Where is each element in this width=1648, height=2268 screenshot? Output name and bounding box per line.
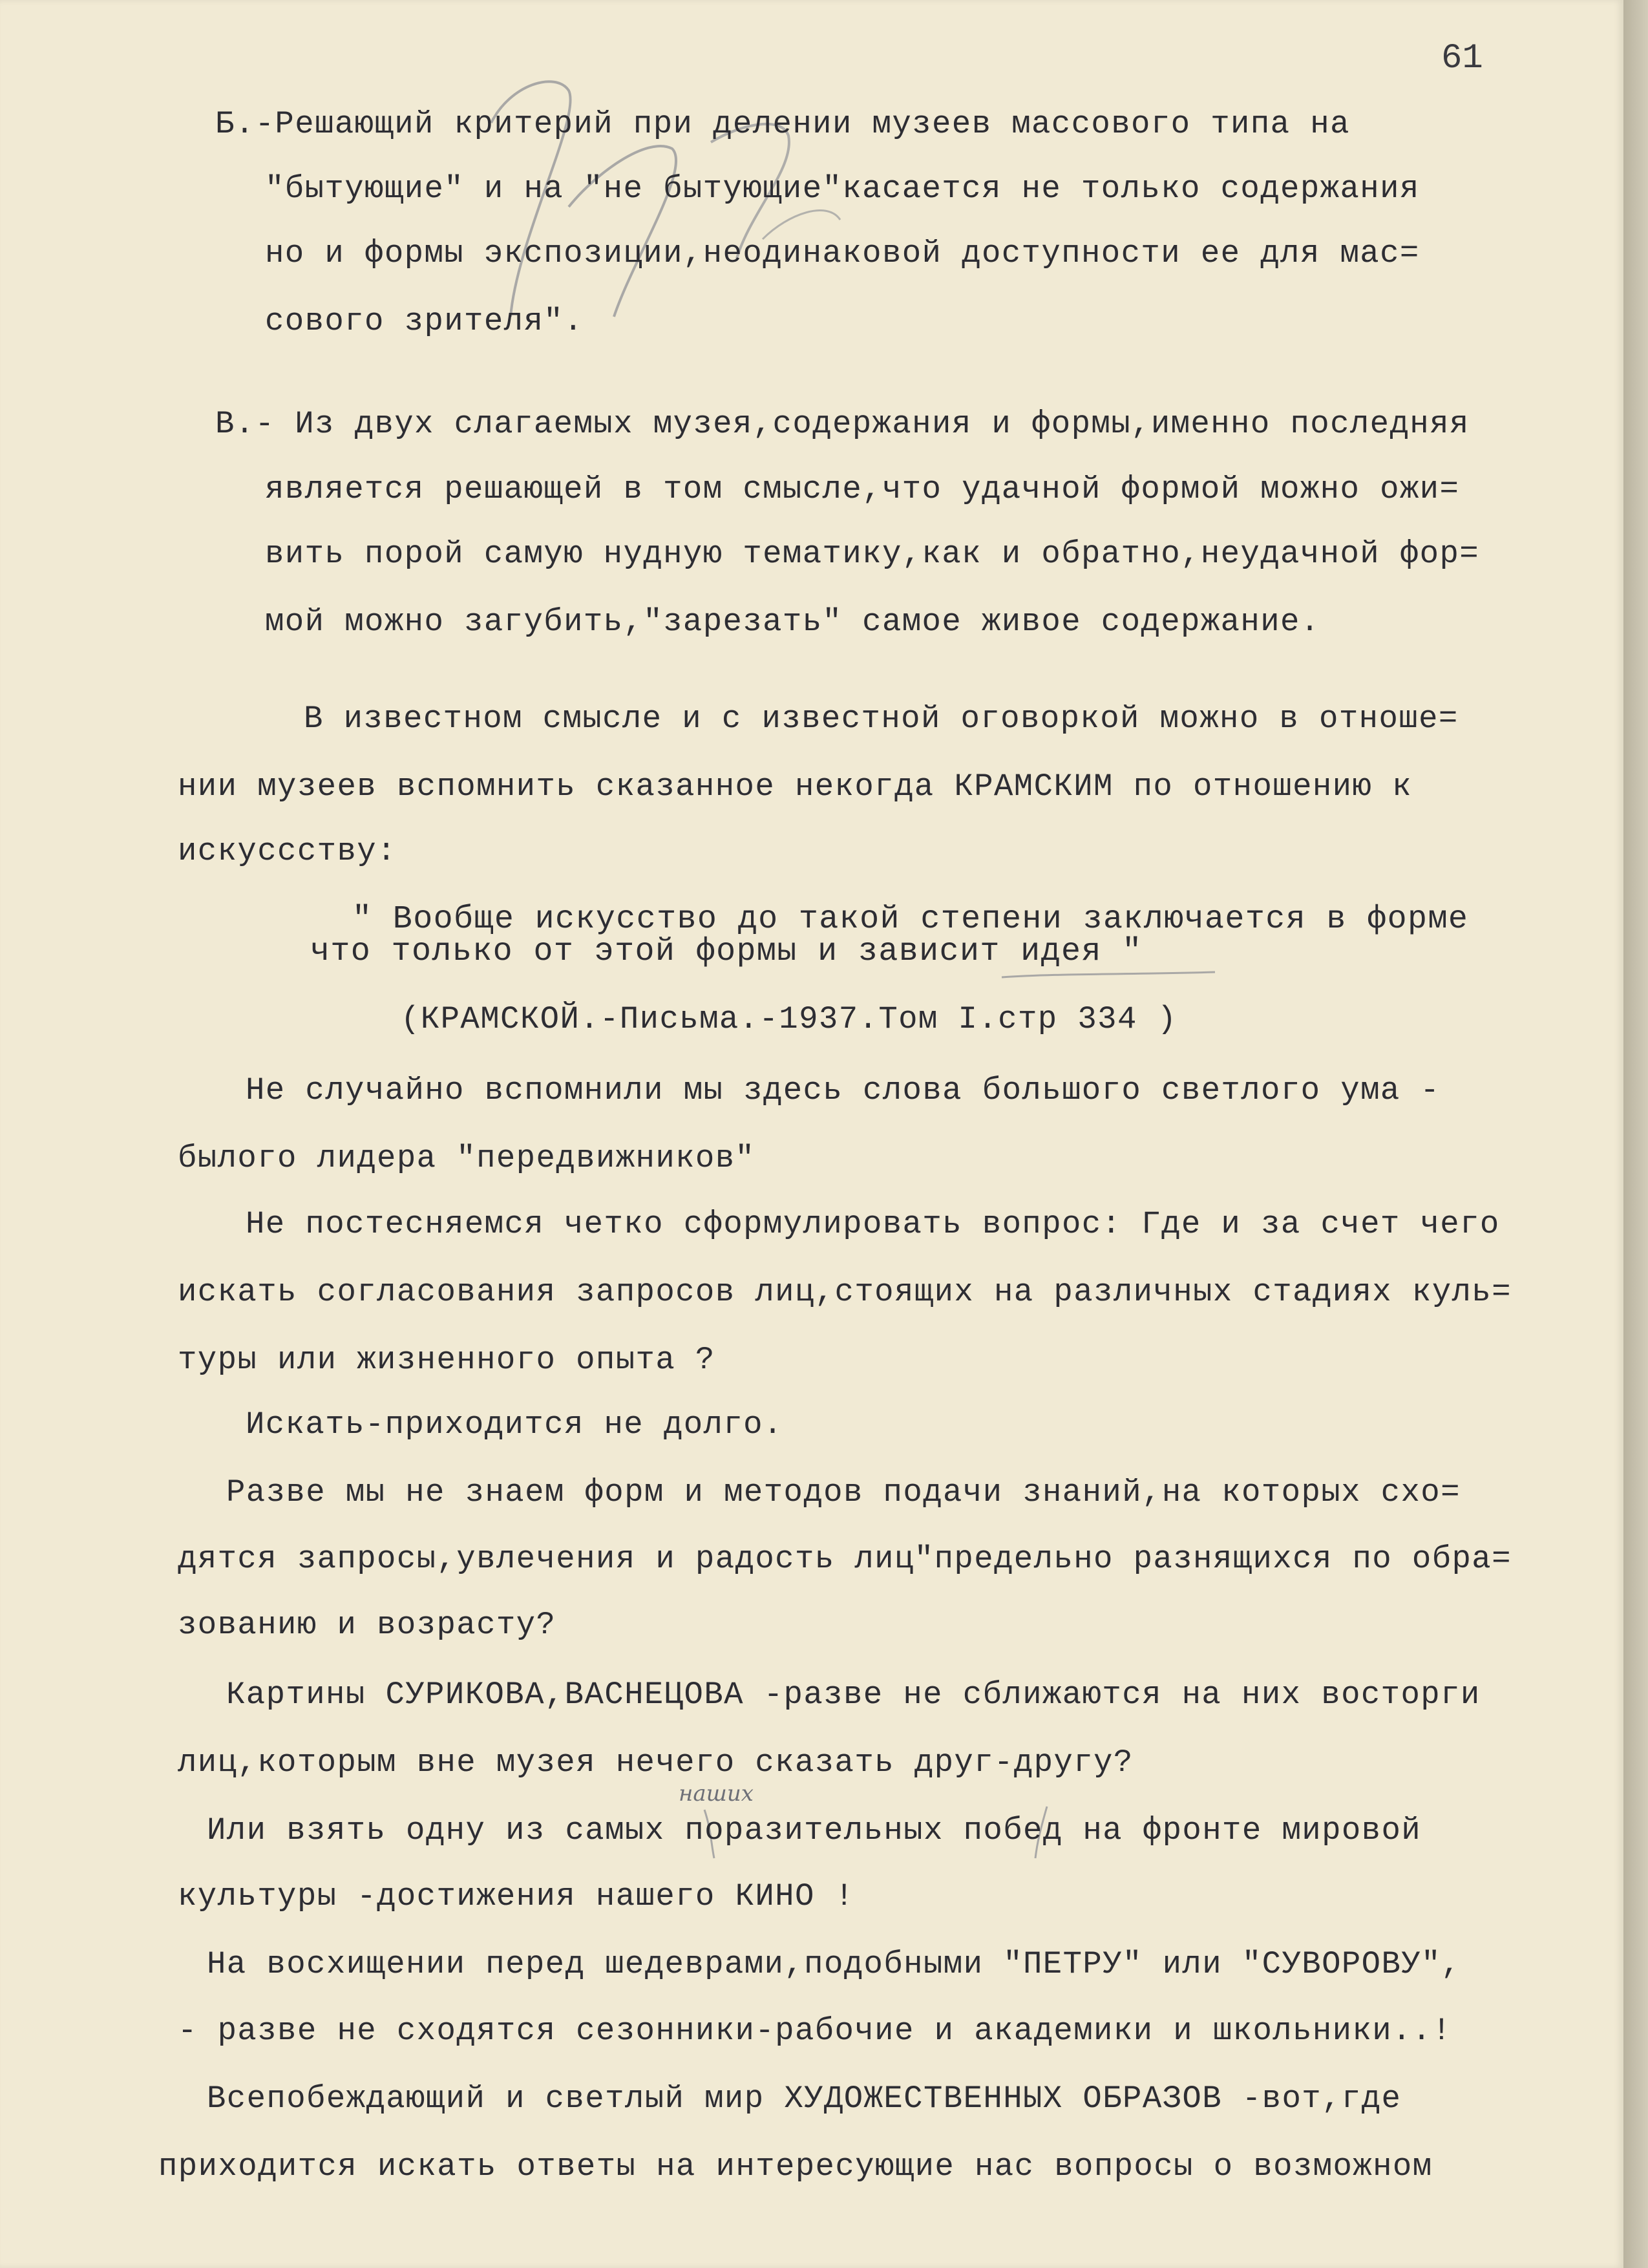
paragraph-images-line-2: приходится искать ответы на интересующие нас вопросы о возможном (158, 2148, 1433, 2185)
quote-line-1: " Вообще искусство до такой степени заключается в форме (352, 901, 1469, 938)
paragraph-v-line-2: является решающей в том смысле,что удачной формой можно ожи= (265, 471, 1460, 507)
paragraph-cinema-line-1: Или взять одну из самых поразительных побед на фронте мировой (207, 1812, 1422, 1849)
paragraph-leader-line-2: былого лидера "передвижников" (178, 1140, 755, 1176)
paragraph-kramskoy-intro-line-1: В известном смысле и с известной оговоркой можно в отноше= (304, 701, 1459, 737)
quote-line-2: что только от этой формы и зависит идея " (310, 933, 1143, 970)
paragraph-v-line-4: мой можно загубить,"зарезать" самое живое содержание. (265, 604, 1320, 640)
pencil-underline-mark (998, 968, 1218, 984)
paragraph-question-line-1: Не постесняемся четко сформулировать вопрос: Где и за счет чего (246, 1206, 1500, 1242)
paragraph-b-line-3: но и формы экспозиции,неодинаковой доступности ее для мас= (265, 235, 1420, 271)
page-edge-shadow (1623, 0, 1648, 2268)
paragraph-forms-line-2: дятся запросы,увлечения и радость лиц"предельно разнящихся по обра= (178, 1541, 1512, 1577)
paragraph-v-line-1: В.- Из двух слагаемых музея,содержания и формы,именно последняя (215, 406, 1470, 442)
paragraph-masterpieces-line-2: - разве не сходятся сезонники-рабочие и академики и школьники..! (178, 2013, 1452, 2049)
paragraph-forms-line-1: Разве мы не знаем форм и методов подачи знаний,на которых схо= (226, 1474, 1461, 1510)
paragraph-b-line-4: сового зрителя". (265, 303, 584, 339)
paragraph-leader-line-1: Не случайно вспомнили мы здесь слова большого светлого ума - (246, 1072, 1441, 1108)
paragraph-paintings-line-2: лиц,которым вне музея нечего сказать друг-другу? (178, 1744, 1134, 1781)
paragraph-kramskoy-intro-line-3: искуссству: (178, 833, 397, 869)
paragraph-search-line-1: Искать-приходится не долго. (246, 1406, 783, 1443)
quote-citation: (КРАМСКОЙ.-Письма.-1937.Том I.стр 334 ) (401, 1001, 1178, 1037)
paragraph-masterpieces-line-1: На восхищении перед шедеврами,подобными "ПЕТРУ" или "СУВОРОВУ", (207, 1946, 1461, 1982)
paragraph-cinema-line-2: культуры -достижения нашего КИНО ! (178, 1878, 855, 1914)
paragraph-b-line-1: Б.-Решающий критерий при делении музеев массового типа на (215, 106, 1350, 142)
paragraph-paintings-line-1: Картины СУРИКОВА,ВАСНЕЦОВА -разве не сближаются на них восторги (226, 1677, 1481, 1713)
paragraph-question-line-2: искать согласования запросов лиц,стоящих на различных стадиях куль= (178, 1274, 1512, 1310)
paragraph-forms-line-3: зованию и возрасту? (178, 1607, 556, 1643)
paragraph-v-line-3: вить порой самую нудную тематику,как и обратно,неудачной фор= (265, 536, 1480, 572)
page-number: 61 (1441, 39, 1483, 78)
paragraph-b-line-2: "бытующие" и на "не бытующие"касается не только содержания (265, 171, 1420, 207)
paragraph-images-line-1: Всепобеждающий и светлый мир ХУДОЖЕСТВЕННЫХ ОБРАЗОВ -вот,где (207, 2081, 1402, 2117)
handwritten-insert: наших (679, 1781, 754, 1807)
paragraph-question-line-3: туры или жизненного опыта ? (178, 1342, 715, 1378)
paragraph-kramskoy-intro-line-2: нии музеев вспомнить сказанное некогда КРАМСКИМ по отношению к (178, 768, 1412, 805)
